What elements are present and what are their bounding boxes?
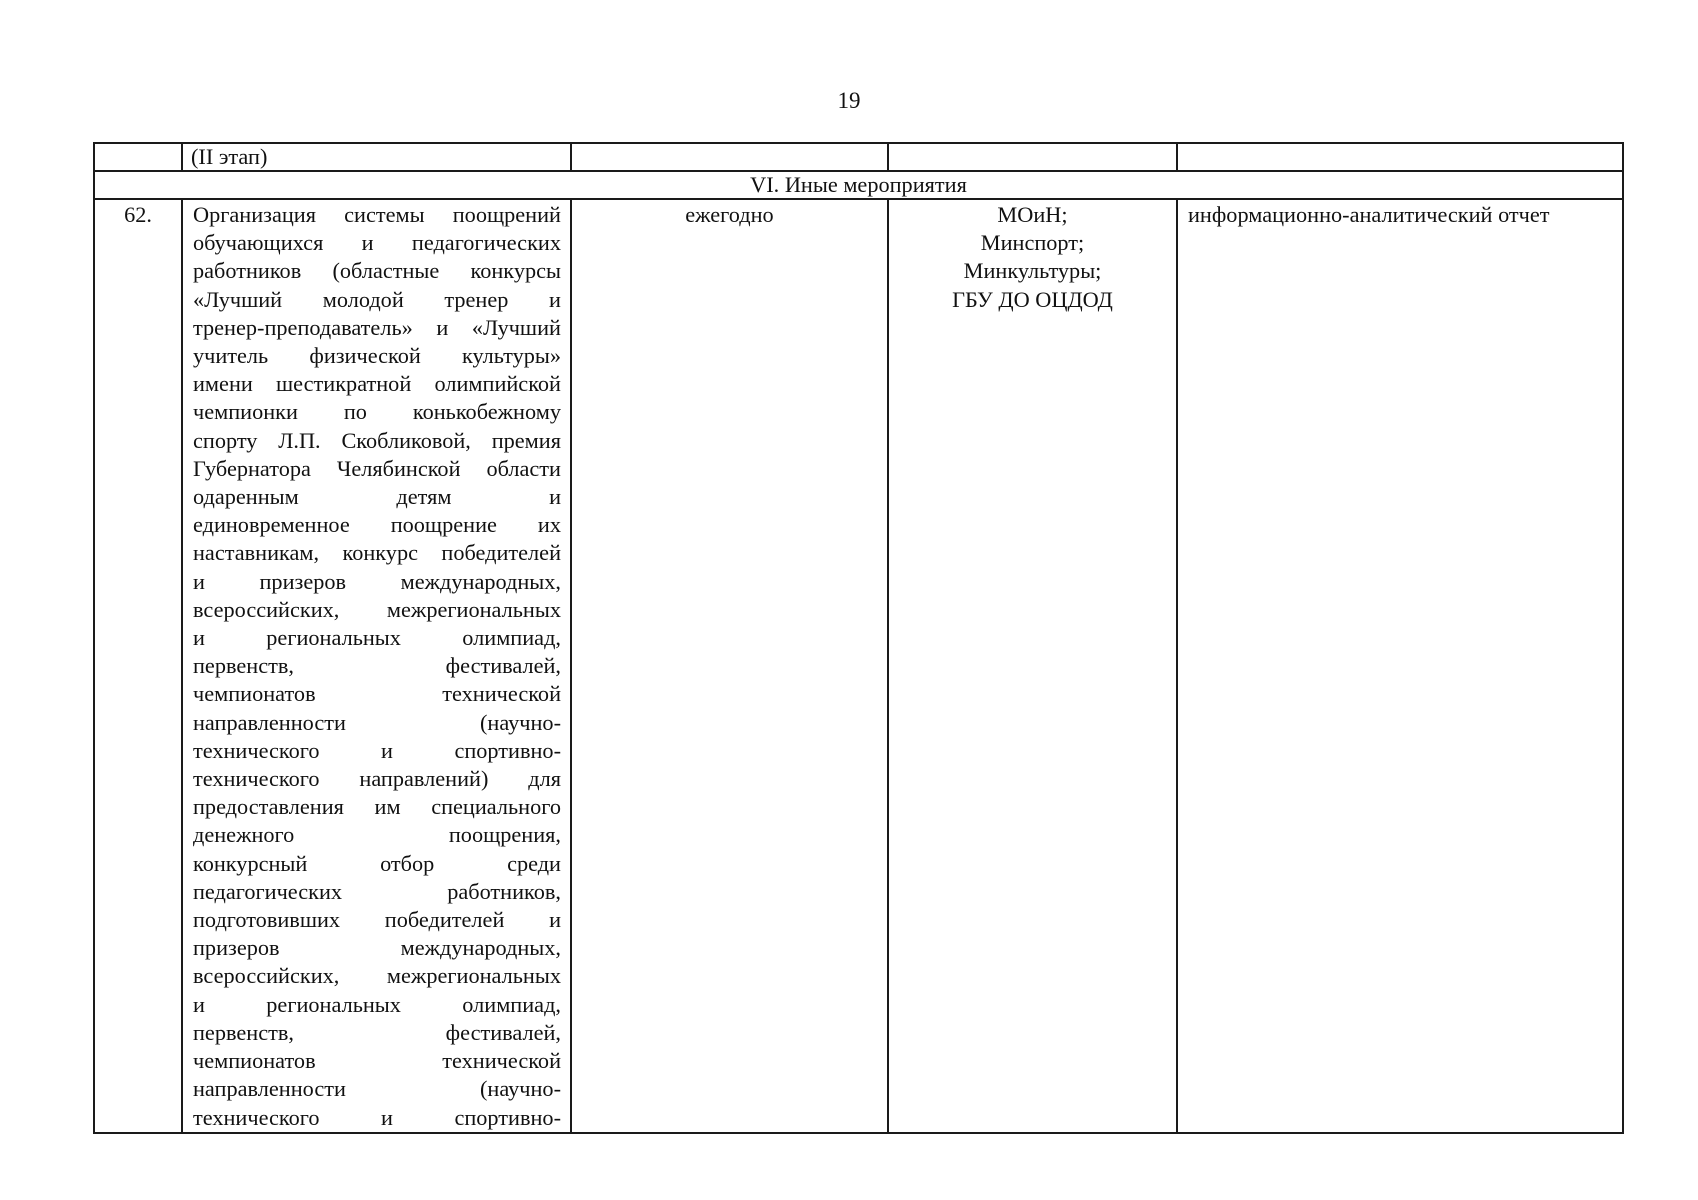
item-name-line: имени шестикратной олимпийской	[193, 371, 561, 397]
prev-name-cell	[182, 143, 571, 171]
item-name-line: чемпионатов технической	[193, 681, 561, 707]
item-name-line: и региональных олимпиад,	[193, 991, 561, 1017]
item-name-line: технического и спортивно-	[193, 1104, 561, 1130]
section-row	[94, 171, 1623, 199]
item-name-line: чемпионатов технической	[193, 1048, 561, 1074]
measures-table	[93, 142, 1624, 1134]
item-result: информационно-аналитический отчет	[1188, 202, 1550, 227]
prev-name-text: (II этап)	[191, 144, 268, 169]
page-number: 19	[837, 88, 861, 113]
item-name-line: денежного поощрения,	[193, 822, 561, 848]
item-name-line: направленности (научно-	[193, 1076, 561, 1102]
item-name-line: Губернатора Челябинской области	[193, 455, 561, 481]
responsible-line: Минспорт;	[980, 230, 1085, 256]
item-number: 62.	[124, 202, 152, 227]
item-name-line: наставникам, конкурс победителей	[193, 540, 561, 566]
responsible-line: МОиН;	[997, 202, 1068, 227]
item-name-line: технического направлений) для	[193, 766, 561, 792]
table-row-continued	[94, 143, 1623, 171]
item-name-line: первенств, фестивалей,	[193, 1019, 561, 1045]
responsible-line: Минкультуры;	[963, 258, 1102, 284]
item-name-line: чемпионки по конькобежному	[193, 399, 561, 425]
item-responsible-text	[889, 200, 1176, 314]
item-name-line: учитель физической культуры»	[193, 343, 561, 369]
item-name-line: обучающихся и педагогических	[193, 230, 561, 256]
item-name-line: одаренным детям и	[193, 484, 561, 510]
item-name-line: Организация системы поощрений	[193, 202, 561, 227]
item-name-line: и региональных олимпиад,	[193, 625, 561, 651]
item-name-line: педагогических работников,	[193, 878, 561, 904]
item-name-line: единовременное поощрение их	[193, 512, 561, 538]
item-name-line: конкурсный отбор среди	[193, 850, 561, 876]
item-name-line: всероссийских, межрегиональных	[193, 596, 561, 622]
item-name-line: предоставления им специального	[193, 794, 561, 820]
prev-responsible-cell	[888, 143, 1177, 171]
item-number-cell	[94, 199, 182, 1133]
prev-term-cell	[571, 143, 888, 171]
item-name-line: спорту Л.П. Скобликовой, премия	[193, 427, 561, 453]
item-name-line: направленности (научно-	[193, 709, 561, 735]
prev-result-cell	[1177, 143, 1623, 171]
item-name-line: «Лучший молодой тренер и	[193, 286, 561, 312]
item-name-line: работников (областные конкурсы	[193, 258, 561, 284]
item-name-text	[183, 200, 570, 1132]
table-row	[94, 199, 1623, 1133]
item-name-line: подготовивших победителей и	[193, 907, 561, 933]
item-name-line: тренер-преподаватель» и «Лучший	[193, 314, 561, 340]
section-title: VI. Иные мероприятия	[94, 171, 1623, 199]
prev-number-cell	[94, 143, 182, 171]
item-name-line: всероссийских, межрегиональных	[193, 963, 561, 989]
item-term-cell	[571, 199, 888, 1133]
item-result-cell	[1177, 199, 1623, 1133]
item-responsible-cell	[888, 199, 1177, 1133]
item-name-line: технического и спортивно-	[193, 737, 561, 763]
item-name-line: и призеров международных,	[193, 568, 561, 594]
item-term: ежегодно	[685, 202, 774, 227]
responsible-line: ГБУ ДО ОЦДОД	[952, 286, 1113, 312]
item-name-line: первенств, фестивалей,	[193, 653, 561, 679]
item-name-line: призеров международных,	[193, 935, 561, 961]
item-name-cell	[182, 199, 571, 1133]
